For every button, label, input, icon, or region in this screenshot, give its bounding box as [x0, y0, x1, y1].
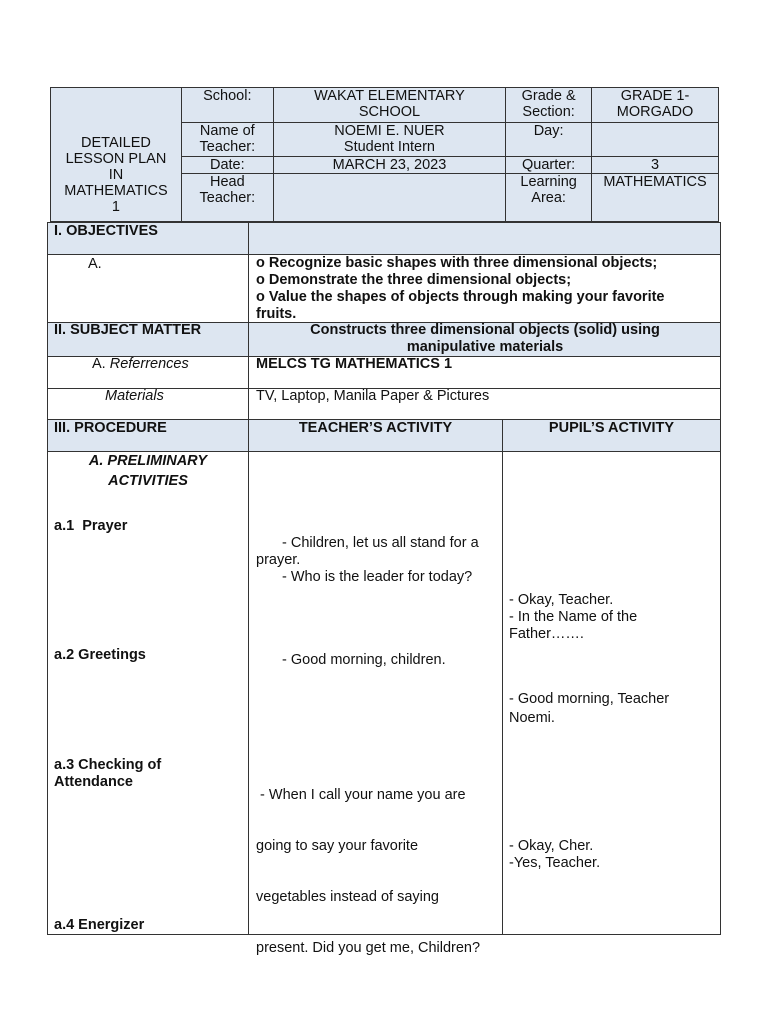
materials-label: Materials: [105, 388, 164, 404]
day-value: [592, 123, 719, 157]
teacher-label: Name of Teacher:: [181, 123, 273, 157]
objective-item-label: A.: [88, 256, 102, 272]
teacher-prayer-text: - Children, let us all stand for a prayer. - Who is the leader for today?: [256, 535, 479, 585]
references-label: A. Referrences: [92, 356, 189, 372]
date-value: MARCH 23, 2023: [273, 157, 505, 174]
teacher-attendance-text: - When I call your name you are going to say your favorite vegetables instead of saying present. Did you get me, Children?: [256, 787, 481, 956]
teacher-activity-heading: TEACHER’S ACTIVITY: [298, 420, 453, 436]
materials-value: TV, Laptop, Manila Paper & Pictures: [256, 388, 490, 404]
grade-value: GRADE 1- MORGADO: [592, 88, 719, 123]
day-label: Day:: [506, 123, 592, 157]
pupil-greeting-text: - Good morning, Teacher Noemi.: [509, 691, 670, 726]
objectives-heading: I. OBJECTIVES: [54, 223, 158, 239]
school-label: School:: [181, 88, 273, 123]
school-value: WAKAT ELEMENTARY SCHOOL: [273, 88, 505, 123]
learning-area-label: Learning Area:: [506, 174, 592, 222]
head-teacher-label: Head Teacher:: [181, 174, 273, 222]
step-attendance: a.3 Checking of Attendance: [54, 757, 162, 790]
subject-matter-heading: II. SUBJECT MATTER: [54, 322, 202, 338]
pupil-activity-heading: PUPIL’S ACTIVITY: [548, 420, 675, 436]
pupil-attendance-text: - Okay, Cher. -Yes, Teacher.: [509, 838, 601, 871]
header-table: [50, 87, 719, 222]
learning-area-value: MATHEMATICS: [592, 174, 719, 222]
title-line: LESSON PLAN: [65, 150, 167, 167]
lesson-plan-title: [51, 88, 182, 222]
step-prayer: a.1 Prayer: [54, 518, 128, 534]
step-energizer: a.4 Energizer: [54, 917, 145, 933]
title-line: DETAILED: [81, 134, 151, 151]
references-value: MELCS TG MATHEMATICS 1: [256, 356, 453, 372]
teacher-value: NOEMI E. NUER Student Intern: [273, 123, 505, 157]
objectives-list: [256, 255, 716, 323]
title-line: MATHEMATICS: [64, 182, 168, 199]
quarter-label: Quarter:: [506, 157, 592, 174]
objective-item: o Value the shapes of objects through making your favorite: [256, 289, 665, 305]
objective-item: o Recognize basic shapes with three dimensional objects;: [256, 255, 658, 271]
objective-item: fruits.: [256, 306, 297, 322]
date-label: Date:: [181, 157, 273, 174]
quarter-value: 3: [592, 157, 719, 174]
objective-item: o Demonstrate the three dimensional objects;: [256, 272, 572, 288]
head-teacher-value: [273, 174, 505, 222]
step-greetings: a.2 Greetings: [54, 647, 146, 663]
title-line: IN: [108, 166, 124, 183]
pupil-prayer-text: - Okay, Teacher. - In the Name of the Father…….: [509, 592, 638, 642]
preliminary-activities-label: A. PRELIMINARY ACTIVITIES: [88, 453, 208, 489]
teacher-greeting-text: - Good morning, children.: [282, 652, 446, 668]
subject-matter-description: Constructs three dimensional objects (solid) using manipulative materials: [310, 322, 660, 355]
procedure-heading: III. PROCEDURE: [54, 420, 167, 436]
title-line: 1: [111, 198, 120, 215]
grade-label: Grade & Section:: [506, 88, 592, 123]
